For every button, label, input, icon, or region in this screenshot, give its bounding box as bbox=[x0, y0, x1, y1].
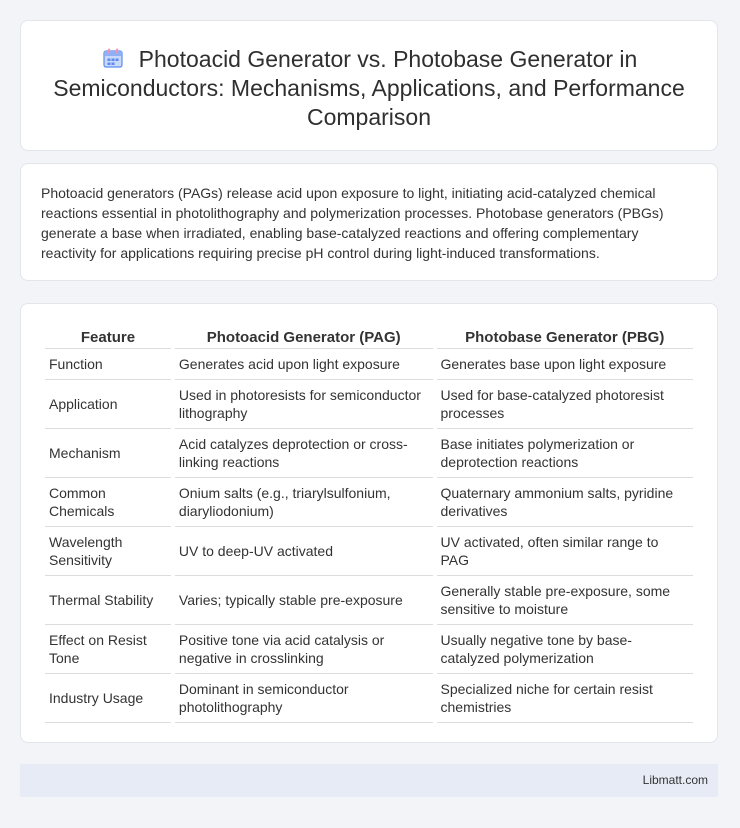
table-row bbox=[45, 478, 693, 527]
table-cell-feature: Application bbox=[45, 380, 171, 429]
table-cell-pbg: Base initiates polymerization or deprotection reactions bbox=[437, 429, 694, 478]
table-header-row bbox=[45, 324, 693, 349]
table-cell-pag: Used in photoresists for semiconductor lithography bbox=[175, 380, 433, 429]
intro-paragraph: Photoacid generators (PAGs) release acid upon exposure to light, initiating acid-catalyzed chemical reactions essential in photolithography and polymerization processes. Photobase generators (PBGs) generate a base when irradiated, enabling base-catalyzed reactions and offering complementary reactivity for applications requiring precise pH control during light-induced transformations. bbox=[41, 185, 664, 261]
table-cell-pag: Dominant in semiconductor photolithography bbox=[175, 674, 433, 723]
table-cell-pbg: Usually negative tone by base-catalyzed polymerization bbox=[437, 625, 694, 674]
table-cell-pag: Positive tone via acid catalysis or negative in crosslinking bbox=[175, 625, 433, 674]
table-cell-feature: Common Chemicals bbox=[45, 478, 171, 527]
table-row bbox=[45, 527, 693, 576]
page-title bbox=[21, 21, 717, 132]
table-cell-pbg: Generally stable pre-exposure, some sensitive to moisture bbox=[437, 576, 694, 625]
table-row bbox=[45, 380, 693, 429]
table-row bbox=[45, 625, 693, 674]
table-cell-pag: Varies; typically stable pre-exposure bbox=[175, 576, 433, 625]
footer-brand: Libmatt.com bbox=[642, 773, 708, 787]
table-cell-pbg: Used for base-catalyzed photoresist processes bbox=[437, 380, 694, 429]
table-cell-pag: Generates acid upon light exposure bbox=[175, 349, 433, 380]
table-row bbox=[45, 429, 693, 478]
page-title-text: Photoacid Generator vs. Photobase Generator in Semiconductors: Mechanisms, Applications, and Performance Comparison bbox=[53, 46, 685, 130]
intro-card bbox=[20, 163, 718, 281]
table-cell-feature: Effect on Resist Tone bbox=[45, 625, 171, 674]
table-row bbox=[45, 349, 693, 380]
footer bbox=[20, 764, 718, 797]
table-cell-feature: Thermal Stability bbox=[45, 576, 171, 625]
table-cell-pbg: UV activated, often similar range to PAG bbox=[437, 527, 694, 576]
column-header-pag: Photoacid Generator (PAG) bbox=[175, 324, 433, 349]
table-cell-feature: Mechanism bbox=[45, 429, 171, 478]
comparison-card bbox=[20, 303, 718, 743]
column-header-pbg: Photobase Generator (PBG) bbox=[437, 324, 694, 349]
comparison-table bbox=[41, 324, 697, 723]
table-cell-feature: Industry Usage bbox=[45, 674, 171, 723]
table-cell-pbg: Specialized niche for certain resist chemistries bbox=[437, 674, 694, 723]
table-cell-pag: UV to deep-UV activated bbox=[175, 527, 433, 576]
table-cell-pag: Onium salts (e.g., triarylsulfonium, diaryliodonium) bbox=[175, 478, 433, 527]
table-cell-feature: Function bbox=[45, 349, 171, 380]
table-cell-pbg: Quaternary ammonium salts, pyridine derivatives bbox=[437, 478, 694, 527]
table-cell-pag: Acid catalyzes deprotection or cross-linking reactions bbox=[175, 429, 433, 478]
calendar-icon bbox=[101, 46, 125, 70]
table-cell-pbg: Generates base upon light exposure bbox=[437, 349, 694, 380]
column-header-feature: Feature bbox=[45, 324, 171, 349]
table-cell-feature: Wavelength Sensitivity bbox=[45, 527, 171, 576]
title-card bbox=[20, 20, 718, 151]
table-row bbox=[45, 674, 693, 723]
table-row bbox=[45, 576, 693, 625]
